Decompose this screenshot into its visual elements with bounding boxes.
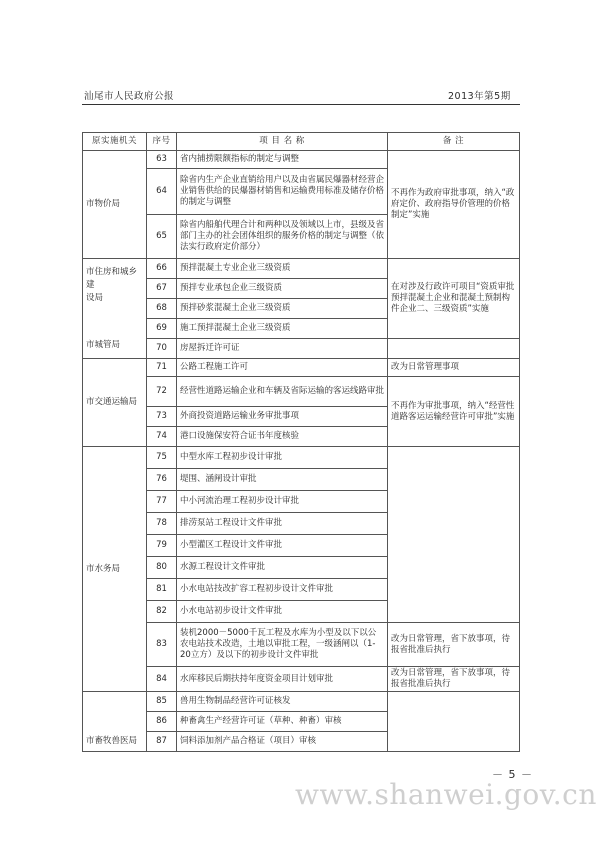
table-row	[83, 692, 520, 712]
item-name: 小水电站初步设计文件审批	[177, 601, 388, 623]
note-cell: 改为日常管理，省下放事项，待报省批准后执行	[388, 667, 520, 692]
item-name: 施工预拌混凝土企业三级资质	[177, 319, 388, 339]
item-name: 饲料添加剂产品合格证（项目）审核	[177, 732, 388, 752]
item-name: 水库移民后期扶持年度资金项目计划审批	[177, 667, 388, 692]
item-name: 水源工程设计文件审批	[177, 557, 388, 579]
note-cell	[388, 339, 520, 359]
row-number: 68	[147, 299, 177, 319]
dept-cell	[83, 259, 147, 359]
item-name: 预拌专业承包企业三级资质	[177, 279, 388, 299]
row-number: 77	[147, 491, 177, 513]
dept-cell: 市畜牧兽医局	[83, 692, 147, 752]
row-number: 85	[147, 692, 177, 712]
item-name: 堤围、涵闸设计审批	[177, 469, 388, 491]
row-number: 81	[147, 579, 177, 601]
dept-name: 设局	[86, 292, 104, 303]
item-name: 排涝泵站工程设计文件审批	[177, 513, 388, 535]
row-number: 66	[147, 259, 177, 279]
item-name: 中型水库工程初步设计审批	[177, 447, 388, 469]
table-row	[83, 623, 520, 667]
header-rule	[82, 104, 520, 105]
item-name: 除省内船舶代理合计和两种以及领域以上市，县级及省部门主办的社会团体组织的服务价格的制定与调整（依法实行政府定价部分）	[177, 215, 388, 259]
row-number: 70	[147, 339, 177, 359]
row-number: 74	[147, 427, 177, 447]
row-number: 71	[147, 359, 177, 377]
table-row	[83, 259, 520, 279]
table-header-row	[83, 133, 520, 151]
row-number: 69	[147, 319, 177, 339]
col-header-note: 备 注	[388, 133, 520, 151]
row-number: 67	[147, 279, 177, 299]
row-number: 64	[147, 169, 177, 215]
row-number: 87	[147, 732, 177, 752]
col-header-dept: 原实施机关	[83, 133, 147, 151]
row-number: 78	[147, 513, 177, 535]
issue-number: 2013年第5期	[448, 91, 511, 102]
item-name: 港口设施保安符合证书年度核验	[177, 427, 388, 447]
item-name: 省内捕捞限额指标的制定与调整	[177, 151, 388, 169]
row-number: 80	[147, 557, 177, 579]
dept-cell: 市交通运输局	[83, 359, 147, 447]
row-number: 63	[147, 151, 177, 169]
item-name: 外商投资道路运输业务审批事项	[177, 407, 388, 427]
note-cell	[388, 692, 520, 752]
item-name: 中小河流治理工程初步设计审批	[177, 491, 388, 513]
item-name: 兽用生物制品经营许可证核发	[177, 692, 388, 712]
item-name: 房屋拆迁许可证	[177, 339, 388, 359]
table-row	[83, 667, 520, 692]
row-number: 65	[147, 215, 177, 259]
dept-cell: 市水务局	[83, 447, 147, 692]
col-header-no: 序号	[147, 133, 177, 151]
col-header-name: 项 目 名 称	[177, 133, 388, 151]
gazette-title: 汕尾市人民政府公报	[84, 91, 175, 102]
approval-items-table	[82, 132, 520, 752]
item-name: 除省内生产企业直销给用户以及由省属民爆器材经营企业销售供给的民爆器材销售和运输费用标准及储存价格的制定与调整	[177, 169, 388, 215]
item-name: 经营性道路运输企业和车辆及省际运输的客运线路审批	[177, 377, 388, 407]
item-name: 小型灌区工程设计文件审批	[177, 535, 388, 557]
table-row	[83, 359, 520, 377]
item-name: 小水电站技改扩容工程初步设计文件审批	[177, 579, 388, 601]
row-number: 83	[147, 623, 177, 667]
note-cell: 改为日常管理事项	[388, 359, 520, 377]
item-name: 种畜禽生产经营许可证（草种、种畜）审核	[177, 712, 388, 732]
page-header	[0, 0, 600, 110]
row-number: 75	[147, 447, 177, 469]
note-cell: 不再作为政府审批事项，纳入“政府定价、政府指导价管理的价格制定”实施	[388, 151, 520, 259]
dept-cell: 市物价局	[83, 151, 147, 259]
table-row	[83, 339, 520, 359]
row-number: 82	[147, 601, 177, 623]
site-watermark: www.shanwei.gov.cn	[295, 778, 597, 811]
dept-spacer	[86, 305, 143, 339]
row-number: 73	[147, 407, 177, 427]
table-row	[83, 377, 520, 407]
row-number: 84	[147, 667, 177, 692]
note-cell: 不再作为审批事项，纳入“经营性道路客运运输经营许可审批”实施	[388, 377, 520, 447]
note-cell: 在对涉及行政许可项目“资质审批预拌混凝土企业和混凝土预制构件企业二、三级资质”实施	[388, 259, 520, 339]
item-name: 预拌混凝土专业企业三级资质	[177, 259, 388, 279]
row-number: 72	[147, 377, 177, 407]
dept-name: 市住房和城乡建	[86, 266, 138, 290]
table-row	[83, 151, 520, 169]
row-number: 79	[147, 535, 177, 557]
row-number: 76	[147, 469, 177, 491]
item-name: 公路工程施工许可	[177, 359, 388, 377]
note-cell: 改为日常管理，省下放事项，待报省批准后执行	[388, 623, 520, 667]
dept-name: 市城管局	[86, 339, 121, 350]
page-number: － 5 －	[492, 768, 533, 781]
row-number: 86	[147, 712, 177, 732]
item-name: 预拌砂浆混凝土企业三级资质	[177, 299, 388, 319]
item-name: 装机2000－5000千瓦工程及水库为小型及以下以公农电站技术改造，土地以审批工程，一级涵闸以（1-20立方）及以下的初步设计文件审批	[177, 623, 388, 667]
table-row	[83, 447, 520, 469]
note-cell	[388, 447, 520, 623]
